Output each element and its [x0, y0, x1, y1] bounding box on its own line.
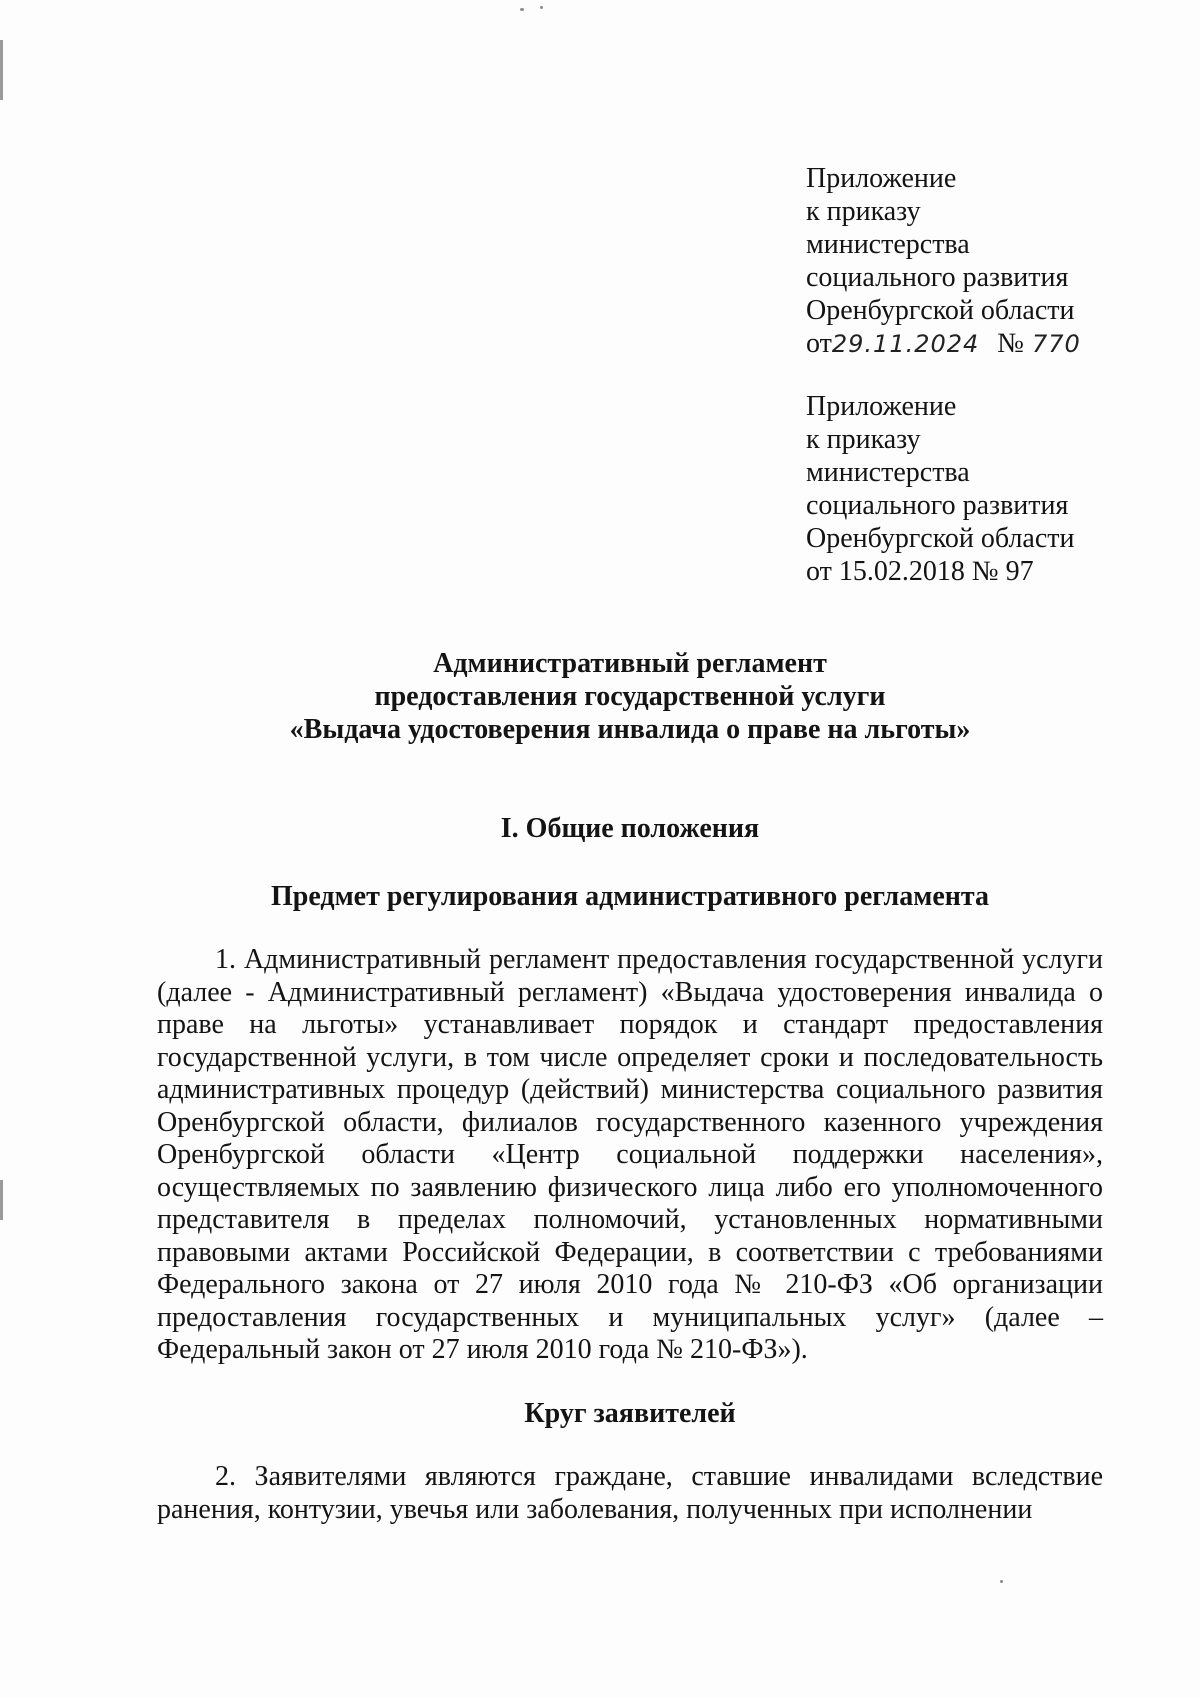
applicants-heading: Круг заявителей — [524, 1398, 736, 1429]
appendix-block-original — [806, 390, 1075, 588]
appendix-date-line — [806, 327, 1081, 361]
appendix-order-ref: к приказу — [806, 196, 921, 227]
appendix-title: Приложение — [806, 163, 957, 194]
section-heading: I. Общие положения — [500, 813, 760, 844]
scan-margin-mark — [0, 40, 3, 100]
subject-heading: Предмет регулирования административного регламента — [271, 881, 989, 912]
title-line-2: предоставления государственной услуги — [374, 681, 886, 712]
appendix-date-number: от 15.02.2018 № 97 — [806, 556, 1034, 587]
paragraph-1: 1. Административный регламент предоставления государственной услуги (далее - Административный регламент) «Выдача удостоверения инвалида о праве на льготы» устанавливает порядок и стандарт предоставления государственной услуги, в том числе определяет сроки и последовательность административных процедур (действий) министерства социального развития Оренбургской области, филиалов государственного казенного учреждения Оренбургской области «Центр социальной поддержки населения», осуществляемых по заявлению физического лица либо его уполномоченного представителя в пределах полномочий, установленных нормативными правовыми актами Российской Федерации, в соответствии с требованиями Федерального закона от 27 июля 2010 года № 210-ФЗ «Об организации предоставления государственных и муниципальных услуг» (далее – Федеральный закон от 27 июля 2010 года № 210-ФЗ»). — [157, 944, 1103, 1365]
appendix-region: Оренбургской области — [806, 523, 1075, 554]
title-line-3: «Выдача удостоверения инвалида о праве на льготы» — [289, 714, 971, 745]
handwritten-number: 770 — [1032, 330, 1081, 358]
appendix-date-prefix: от — [806, 328, 832, 359]
appendix-ministry: министерства — [806, 457, 970, 488]
scan-speck — [1000, 1580, 1003, 1583]
appendix-ministry: министерства — [806, 229, 970, 260]
appendix-ministry-name: социального развития — [806, 490, 1069, 521]
scan-margin-mark — [0, 1180, 3, 1220]
appendix-region: Оренбургской области — [806, 295, 1075, 326]
handwritten-date: 29.11.2024 — [831, 330, 980, 358]
title-line-1: Административный регламент — [433, 648, 827, 679]
appendix-block-current — [806, 162, 1081, 361]
scan-speck — [540, 6, 543, 9]
appendix-title: Приложение — [806, 391, 957, 422]
appendix-order-ref: к приказу — [806, 424, 921, 455]
document-title — [150, 647, 1110, 746]
paragraph-2: 2. Заявителями являются граждане, ставшие инвалидами вследствие ранения, контузии, увечья или заболевания, полученных при исполнении — [157, 1461, 1103, 1525]
scan-speck — [520, 8, 524, 11]
appendix-number-label: № — [997, 328, 1025, 359]
appendix-ministry-name: социального развития — [806, 262, 1069, 293]
